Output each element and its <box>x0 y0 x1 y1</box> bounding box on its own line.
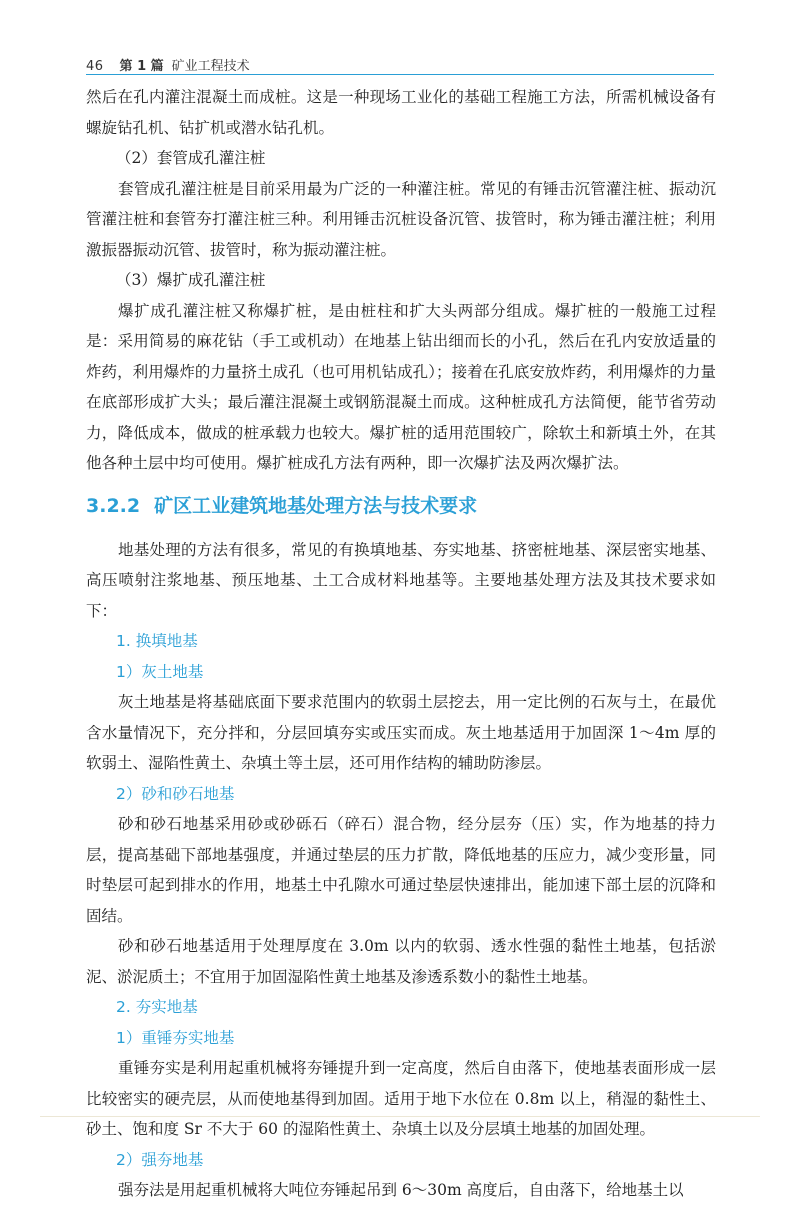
book-title: 矿业工程技术 <box>171 59 250 74</box>
section-title: 矿区工业建筑地基处理方法与技术要求 <box>154 494 478 517</box>
paragraph-lime-soil: 灰土地基是将基础底面下要求范围内的软弱土层挖去，用一定比例的石灰与土，在最优含水量情况下，充分拌和，分层回填夯实或压实而成。灰土地基适用于加固深 1～4m 厚的软弱土、湿陷性黄土、杂填土等土层，还可用作结构的辅助防渗层。 <box>86 693 716 772</box>
heading-dynamic-compaction: 2）强夯地基 <box>116 1150 204 1169</box>
subheading-casing-pile: （2）套管成孔灌注桩 <box>116 149 266 167</box>
header-rule <box>86 74 714 75</box>
paragraph-blast-pile: 爆扩成孔灌注桩又称爆扩桩，是由桩柱和扩大头两部分组成。爆扩桩的一般施工过程是：采用简易的麻花钻（手工或机动）在地基上钻出细而长的小孔，然后在孔内安放适量的炸药，利用爆炸的力量挤土成孔（也可用机钻成孔）；接着在孔底安放炸药，利用爆炸的力量在底部形成扩大头；最后灌注混凝土或钢筋混凝土而成。这种桩成孔方法简便，能节省劳动力，降低成本，做成的桩承载力也较大。爆扩桩的适用范围较广，除软土和新填土外，在其他各种土层中均可使用。爆扩桩成孔方法有两种，即一次爆扩法及两次爆扩法。 <box>86 301 716 472</box>
running-header <box>86 44 714 74</box>
page-edge-line <box>40 1116 760 1117</box>
paragraph-dynamic-compaction: 强夯法是用起重机械将大吨位夯锤起吊到 6～30m 高度后，自由落下，给地基土以 <box>118 1181 684 1199</box>
paragraph-continuation: 然后在孔内灌注混凝土而成桩。这是一种现场工业化的基础工程施工方法，所需机械设备有螺旋钻孔机、钻扩机或潜水钻孔机。 <box>86 88 716 137</box>
heading-replacement-foundation: 1. 换填地基 <box>116 632 198 650</box>
section-heading <box>86 489 716 523</box>
heading-lime-soil: 1）灰土地基 <box>116 662 204 681</box>
page-number: 46 <box>86 59 104 74</box>
paragraph-casing-pile: 套管成孔灌注桩是目前采用最为广泛的一种灌注桩。常见的有锤击沉管灌注桩、振动沉管灌注桩和套管夯打灌注桩三种。利用锤击沉桩设备沉管、拔管时，称为锤击灌注桩；利用激振器振动沉管、拔管时，称为振动灌注桩。 <box>86 179 716 259</box>
heading-sand-gravel: 2）砂和砂石地基 <box>116 784 235 803</box>
subheading-blast-pile: （3）爆扩成孔灌注桩 <box>116 271 266 289</box>
part-label: 第 1 篇 <box>119 59 164 74</box>
paragraph-sand-gravel-1: 砂和砂石地基采用砂或砂砾石（碎石）混合物，经分层夯（压）实，作为地基的持力层，提高基础下部地基强度，并通过垫层的压力扩散，降低地基的压应力，减少变形量，同时垫层可起到排水的作用，地基土中孔隙水可通过垫层快速排出，能加速下部土层的沉降和固结。 <box>86 815 716 925</box>
page-body <box>86 82 716 1206</box>
paragraph-heavy-tamping: 重锤夯实是利用起重机械将夯锤提升到一定高度，然后自由落下，使地基表面形成一层比较密实的硬壳层，从而使地基得到加固。适用于地下水位在 0.8m 以上，稍湿的黏性土、砂土、饱和度 Sr 不大于 60 的湿陷性黄土、杂填土以及分层填土地基的加固处理。 <box>86 1059 716 1138</box>
heading-compaction-foundation: 2. 夯实地基 <box>116 998 198 1016</box>
paragraph-intro: 地基处理的方法有很多，常见的有换填地基、夯实地基、挤密桩地基、深层密实地基、高压喷射注浆地基、预压地基、土工合成材料地基等。主要地基处理方法及其技术要求如下： <box>86 540 716 620</box>
section-number: 3.2.2 <box>86 494 141 517</box>
paragraph-sand-gravel-2: 砂和砂石地基适用于处理厚度在 3.0m 以内的软弱、透水性强的黏性土地基，包括淤泥、淤泥质土；不宜用于加固湿陷性黄土地基及渗透系数小的黏性土地基。 <box>86 937 716 986</box>
heading-heavy-tamping: 1）重锤夯实地基 <box>116 1028 235 1047</box>
